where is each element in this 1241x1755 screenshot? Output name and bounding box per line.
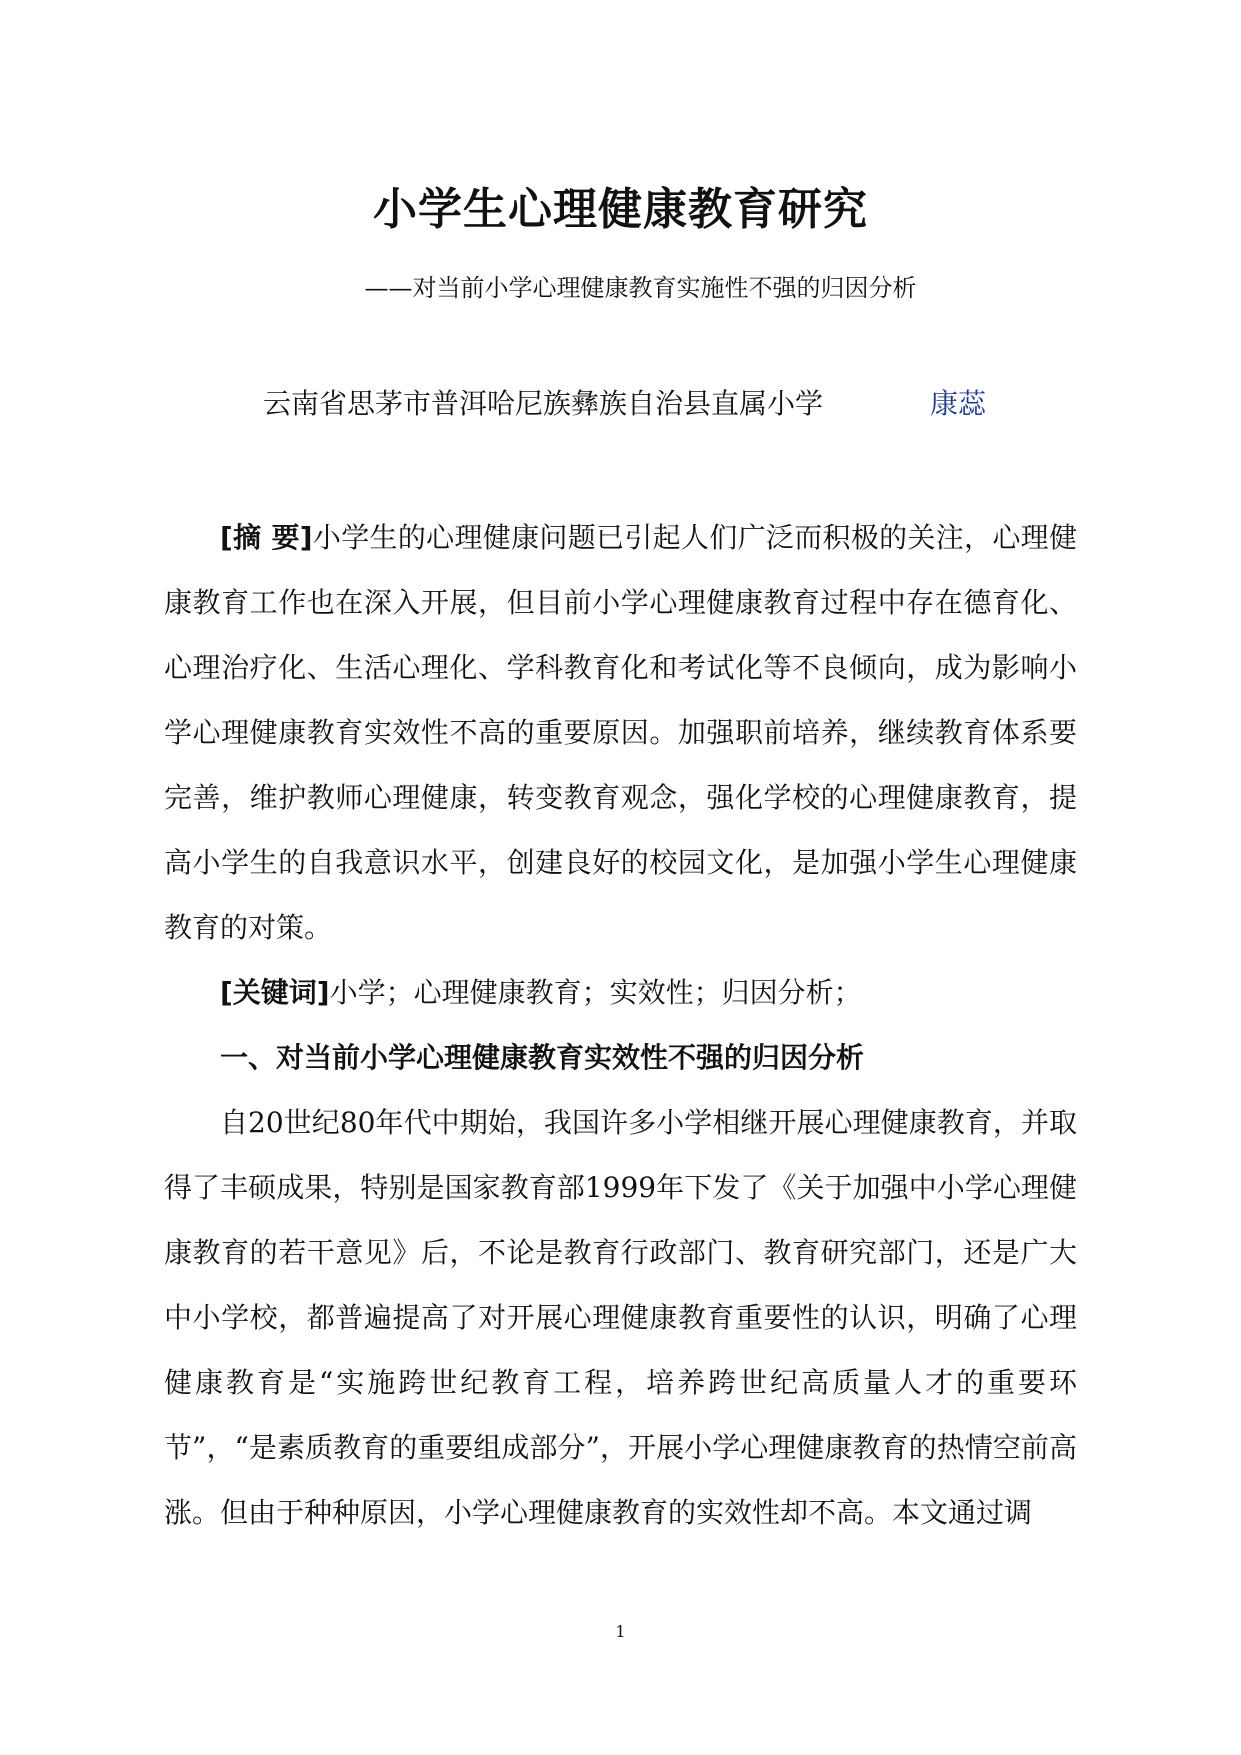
affiliation: 云南省思茅市普洱哈尼族彝族自治县直属小学 <box>263 387 824 420</box>
keywords-paragraph <box>164 960 1077 1025</box>
subtitle: ——对当前小学心理健康教育实施性不强的归因分析 <box>364 274 917 302</box>
page-number: 1 <box>615 1622 626 1641</box>
body-text <box>164 505 1077 1545</box>
section-heading: 一、对当前小学心理健康教育实效性不强的归因分析 <box>220 1041 865 1074</box>
page-title: 小学生心理健康教育研究 <box>373 184 868 235</box>
abstract-label: [摘 要] <box>220 521 313 554</box>
keywords-label: [关键词] <box>220 976 330 1009</box>
abstract-text: 小学生的心理健康问题已引起人们广泛而积极的关注，心理健康教育工作也在深入开展，但目前小学心理健康教育过程中存在德育化、心理治疗化、生活心理化、学科教育化和考试化等不良倾向，成为影响小学心理健康教育实效性不高的重要原因。加强职前培养，继续教育体系要完善，维护教师心理健康，转变教育观念，强化学校的心理健康教育，提高小学生的自我意识水平，创建良好的校园文化，是加强小学生心理健康教育的对策。 <box>164 521 1077 944</box>
author-name: 康蕊 <box>930 387 987 420</box>
abstract-paragraph <box>164 505 1077 960</box>
section-paragraph: 自20世纪80年代中期始，我国许多小学相继开展心理健康教育，并取得了丰硕成果，特别是国家教育部1999年下发了《关于加强中小学心理健康教育的若干意见》后，不论是教育行政部门、教育研究部门，还是广大中小学校，都普遍提高了对开展心理健康教育重要性的认识，明确了心理健康教育是“实施跨世纪教育工程，培养跨世纪高质量人才的重要环节”，“是素质教育的重要组成部分”，开展小学心理健康教育的热情空前高涨。但由于种种原因，小学心理健康教育的实效性却不高。本文通过调 <box>164 1106 1077 1529</box>
keywords-text: 小学；心理健康教育；实效性；归因分析； <box>329 976 862 1009</box>
